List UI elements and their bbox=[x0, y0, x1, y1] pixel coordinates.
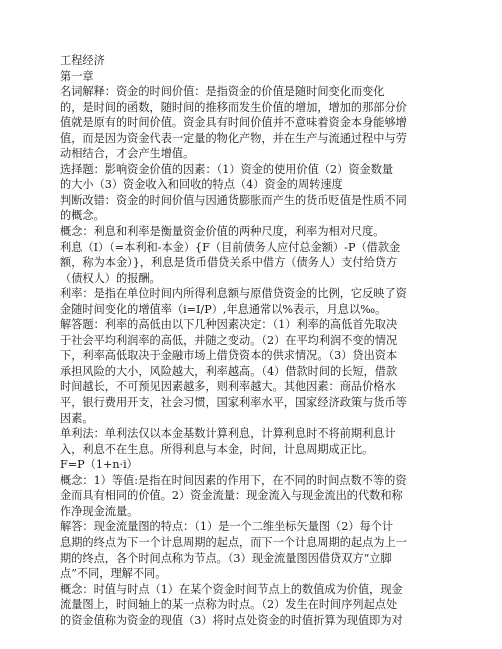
text-line: 息期的终点为下一个计息周期的起点，而下一个计息周期的起点为上一 bbox=[60, 535, 407, 549]
text-line: 名词解释：资金的时间价值：是指资金的价值是随时间变化而变化 bbox=[60, 85, 385, 99]
text-line: 金而具有相同的价值。2）资金流量：现金流入与现金流出的代数和称 bbox=[60, 489, 403, 503]
text-line: 单利法：单利法仅以本金基数计算利息，计算利息时不将前期利息计 bbox=[60, 427, 396, 441]
text-line: 下，利率高低取决于金融市场上借贷资本的供求情况。（3）贷出资本 bbox=[60, 349, 398, 363]
text-line: （债权人）的报酬。 bbox=[60, 271, 161, 285]
text-line: 作净现金流量。 bbox=[60, 504, 139, 518]
text-line: 流量图上，时间轴上的某一点称为时点。（2）发生在时间序列起点处 bbox=[60, 598, 398, 612]
text-line: 承担风险的大小，风险越大，利率越高。（4）借款时间的长短，借款 bbox=[60, 364, 398, 378]
formula-line: F=P（1+n·i） bbox=[60, 458, 138, 472]
text-line: 的概念。 bbox=[60, 209, 105, 223]
text-line: 选择题：影响资金价值的因素：（1）资金的使用价值（2）资金数量 bbox=[60, 162, 394, 176]
text-line: 期的终点，各个时间点称为节点。（3）现金流量图因借贷双方“立脚 bbox=[60, 551, 392, 565]
text-line: 的资金值称为资金的现值（3）将时点处资金的时值折算为现值即为对 bbox=[60, 613, 403, 627]
document-page bbox=[60, 53, 444, 628]
text-line: 概念：时值与时点（1）在某个资金时间节点上的数值成为价值，现金 bbox=[60, 582, 403, 596]
chapter-heading: 第一章 bbox=[60, 69, 94, 83]
text-line: 利率：是指在单位时间内所得利息额与原借贷资金的比例，它反映了资 bbox=[60, 287, 407, 301]
text-line: 值，而是因为资金代表一定量的物化产物，并在生产与流通过程中与劳 bbox=[60, 131, 407, 145]
text-line: 解答题：利率的高低由以下几种因素决定：（1）利率的高低首先取决 bbox=[60, 318, 398, 332]
text-line: 概念：利息和利率是衡量资金价值的两种尺度，利率为相对尺度。 bbox=[60, 225, 385, 239]
text-line: 的，是时间的函数，随时间的推移而发生价值的增加，增加的那部分价 bbox=[60, 100, 407, 114]
text-line: 金随时间变化的增值率（i=I/P）,年息通常以%表示，月息以‰。 bbox=[60, 302, 387, 316]
text-line: 的大小（3）资金收入和回收的特点（4）资金的周转速度 bbox=[60, 178, 343, 192]
text-line: 入，利息不在生息。所得利息与本金，时间，计息周期成正比。 bbox=[60, 442, 374, 456]
text-line: 概念：1）等值:是指在时间因素的作用下，在不同的时间点数不等的资 bbox=[60, 473, 407, 487]
text-line: 时间越长，不可预见因素越多，则利率越大。其他因素：商品价格水 bbox=[60, 380, 396, 394]
text-line: 额，称为本金）}，利息是货币借贷关系中借方（债务人）支付给贷方 bbox=[60, 256, 398, 270]
text-line: 平，银行费用开支，社会习惯，国家利率水平，国家经济政策与货币等 bbox=[60, 396, 407, 410]
doc-title: 工程经济 bbox=[60, 54, 105, 67]
text-line: 动相结合，才会产生增值。 bbox=[60, 147, 195, 161]
text-line: 解答：现金流量图的特点：（1）是一个二维坐标矢量图（2）每个计 bbox=[60, 520, 394, 534]
text-line: 于社会平均利润率的高低，并随之变动。（2）在平均利润不变的情况 bbox=[60, 333, 398, 347]
text-line: 判断改错：资金的时间价值与因通货膨胀而产生的货币贬值是性质不同 bbox=[60, 193, 407, 207]
text-line: 利息（I）（=本利和-本金）{F（目前债务人应付总金额）-P（借款金 bbox=[60, 240, 401, 254]
text-line: 点”不同，理解不同。 bbox=[60, 567, 167, 581]
text-line: 因素。 bbox=[60, 411, 94, 425]
text-line: 值就是原有的时间价值。资金具有时间价值并不意味着资金本身能够增 bbox=[60, 116, 407, 130]
